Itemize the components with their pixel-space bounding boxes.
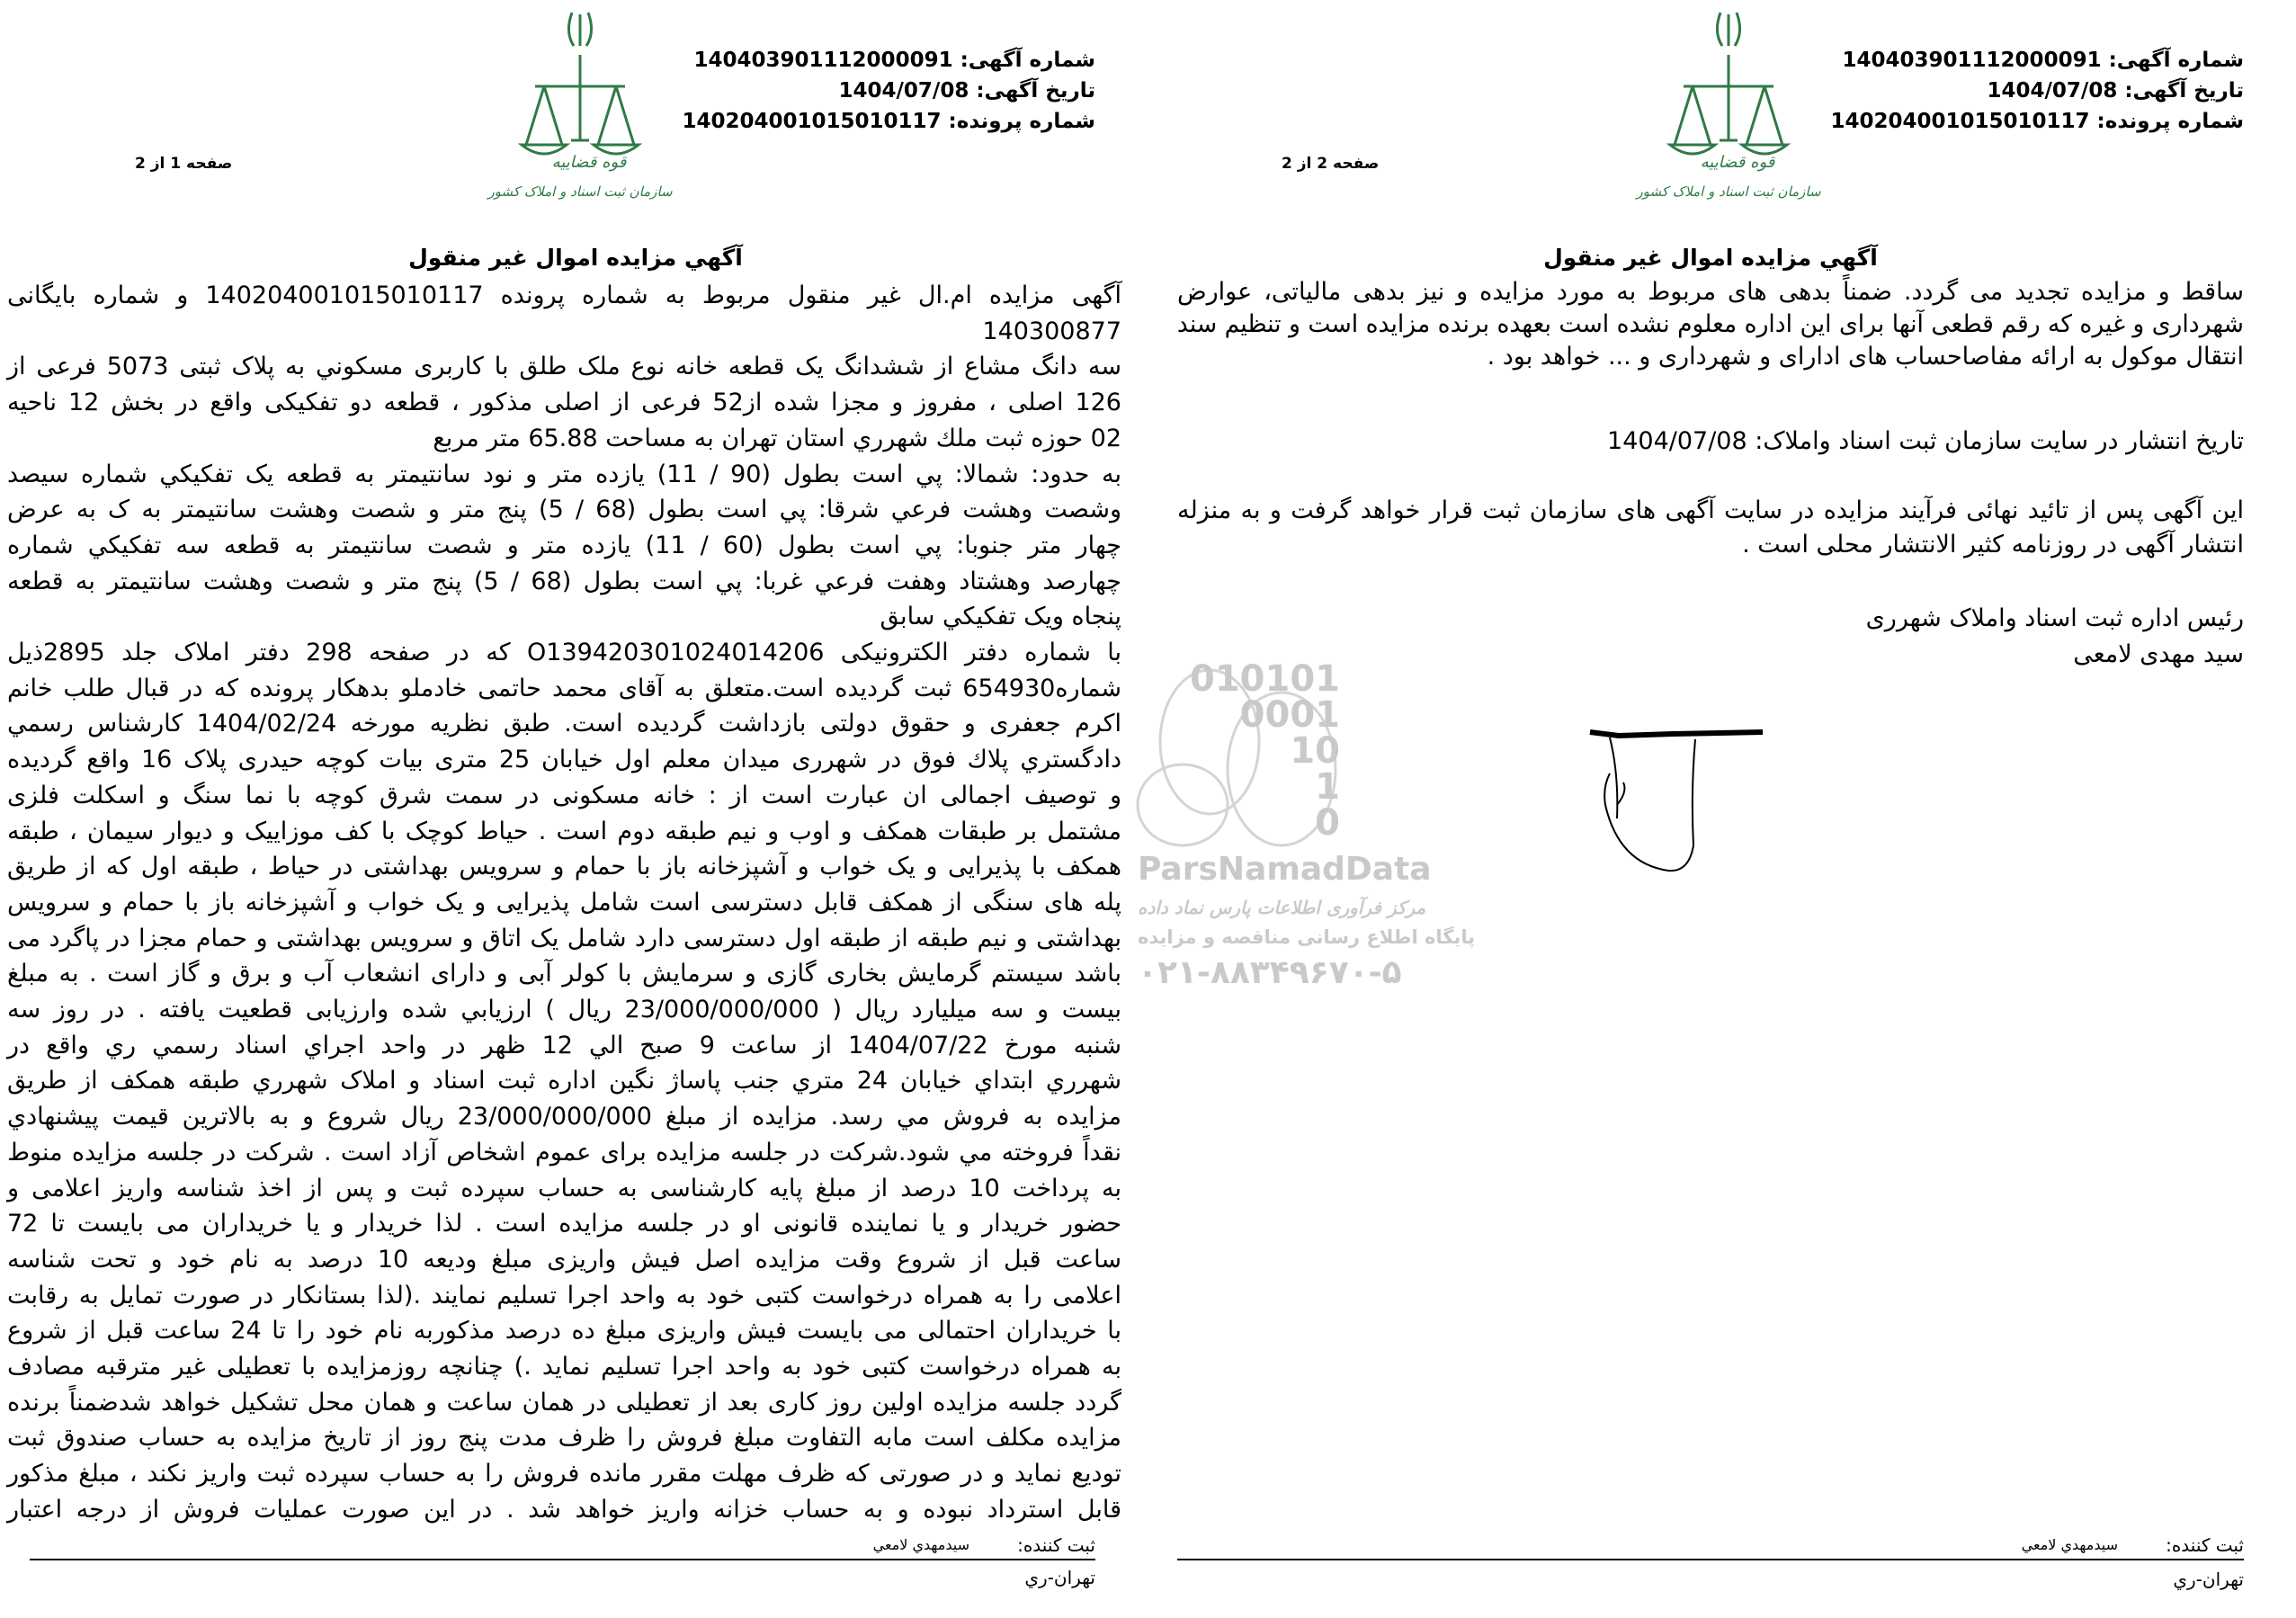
page-title: آگهي مزايده اموال غير منقول <box>1543 245 1878 271</box>
page2-header-info <box>1830 45 2244 137</box>
ad-date: تاریخ آگهی: 1404/07/08 <box>1987 79 2244 103</box>
text-line <box>7 671 1121 707</box>
text-line-content: تاریخ انتشار در سایت سازمان ثبت اسناد واملاک: 1404/07/08 <box>1607 427 2244 455</box>
text-line <box>7 956 1121 992</box>
text-line-content: اعلامی را به همراه درخواست کتبی خود به واحد اجرا تسلیم نمایند .(لذا بستانکار در صورت تمایل به رقابت <box>7 1281 1121 1310</box>
text-line <box>1177 601 2244 637</box>
text-line <box>1177 307 2244 343</box>
text-line-content: نقداً فروخته مي شود.شرکت در جلسه مزایده برای عموم اشخاص آزاد است . شرکت در جلسه مزایده منوط <box>7 1138 1121 1167</box>
text-line <box>7 564 1121 600</box>
text-line-content: ساعت قبل از شروع وقت مزایده اصل فیش واریزی مبلغ ودیعه 10 درصد به نام خود و تحت شناسه <box>7 1245 1121 1274</box>
text-line <box>7 1099 1121 1135</box>
footer-divider <box>30 1559 1095 1560</box>
text-line <box>7 1063 1121 1099</box>
text-line <box>7 1349 1121 1385</box>
text-line-content: حضور خریدار و یا نماینده قانونی او در جلسه مزایده است . لذا خریدار و یا خریداران می بایست تا 72 <box>7 1210 1121 1238</box>
text-line <box>7 278 1121 314</box>
text-line-content: مشتمل بر طبقات همکف و اوب و نیم طبقه دوم است . حیاط کوچک با کف موزاییک و دیوار سیمان ، طبقه <box>7 817 1121 845</box>
text-line <box>7 1420 1121 1456</box>
text-line-content: انتقال موکول به ارائه مفاصاحساب های ادارای و شهرداری و ... خواهد بود . <box>1487 343 2244 371</box>
text-line <box>7 849 1121 885</box>
text-line <box>7 778 1121 814</box>
text-line-content: و توصیف اجمالی ان عبارت است از : خانه مسکونی در سمت شرق کوچه با نما سنگ و اسکلت فلزی <box>7 781 1121 809</box>
logo-text: سازمان ثبت اسناد و املاک کشور <box>487 183 673 200</box>
registrar-label: ثبت کننده: <box>1017 1534 1095 1556</box>
watermark-brand: ParsNamadData <box>1138 851 1432 888</box>
text-line <box>7 1492 1121 1528</box>
text-line <box>7 349 1121 385</box>
text-line-content: به همراه درخواست کتبی خود به واحد اجرا تسلیم نماید .) چنانچه روزمزایده با تعطیلی غیر مترقبه مصادف <box>7 1353 1121 1381</box>
page-title: آگهي مزايده اموال غير منقول <box>408 245 743 271</box>
text-line-content: شهرري ابتداي خیابان 24 متري جنب پاساژ نگین اداره ثبت اسناد و املاک شهرري طبقه همکف از طریق <box>7 1067 1121 1095</box>
text-line <box>7 1313 1121 1349</box>
text-line <box>7 492 1121 528</box>
text-line <box>7 1206 1121 1242</box>
text-line <box>7 421 1121 457</box>
text-line <box>7 385 1121 421</box>
watermark-phone: ۰۲۱-۸۸۳۴۹۶۷۰-۵ <box>1138 954 1402 991</box>
signature <box>1583 720 1781 881</box>
text-line-content: قابل استرداد نبوده و به حساب خزانه واریز خواهد شد . در این صورت عملیات فروش از درجه اعتبار <box>7 1495 1121 1524</box>
text-line-content: 140300877 <box>982 317 1121 345</box>
text-line <box>7 921 1121 957</box>
text-line-content: تودیع نماید و در صورتی که ظرف مهلت مقرر مانده فروش را به حساب سپرده ثبت واریز نکند ، مبلغ مذکور <box>7 1460 1121 1488</box>
text-line <box>7 1242 1121 1278</box>
text-line-content: با خریداران احتمالی می بایست فیش واریزی مبلغ ده درصد مذکوربه نام خود را تا 24 ساعت قبل از شروع <box>7 1317 1121 1345</box>
text-line-content: دادگستري پلاك فوق در شهرری میدان معلم اول خیابان 25 متری بیات کوچه حیدری پلاک 16 واقع گردیده <box>7 746 1121 774</box>
text-line-content: بیست و سه میلیارد ریال ( 23/000/000/000 ریال ) ارزیابي شده وارزیابی قطعیت یافته . در روز سه <box>7 996 1121 1024</box>
text-line <box>7 706 1121 742</box>
location: تهران-ري <box>1024 1567 1095 1588</box>
text-line-content: پنجاه ویک تفكيكي سابق <box>880 603 1121 631</box>
text-line <box>7 599 1121 635</box>
text-line-content: به حدود: شمالا: پي است بطول (90 / 11) یازده متر و نود سانتیمتر به قطعه یک تفكيكي شماره سیصد <box>7 460 1121 488</box>
text-line-content: شنبه مورخ 1404/07/22 از ساعت 9 صبح الي 12 ظهر در واحد اجراي اسناد رسمي ري واقع در <box>7 1031 1121 1059</box>
text-line <box>7 1135 1121 1171</box>
page-number: صفحه 2 از 2 <box>1282 155 1380 173</box>
text-line-content: پله های سنگی از همکف قابل دسترسی است شامل پذیرایی و یک خواب و آشپزخانه باز با حمام و سرویس <box>7 888 1121 916</box>
text-line <box>7 885 1121 921</box>
text-line-content: شهرداری و غیره که رقم قطعی آنها برای این اداره معلوم نشده است بعهده برنده مزایده است و تنظیم سند <box>1177 310 2244 338</box>
text-line-content: سه دانگ مشاع از ششدانگ یک قطعه خانه نوع ملک طلق با کاربری مسکوني به پلاک ثبتی 5073 فرعی از <box>7 353 1121 381</box>
text-line-content: چهار متر جنوبا: پي است بطول (60 / 11) یازده متر و شصت سانتیمتر به قطعه سه تفكيكي شماره <box>7 531 1121 559</box>
file-number: شماره پرونده: 140204001015010117 <box>1830 110 2244 133</box>
text-line-content: رئیس اداره ثبت اسناد واملاک شهرری <box>1865 604 2244 632</box>
text-line <box>7 457 1121 493</box>
text-line-content: اکرم جعفری و حقوق دولتی بازداشت گردیده است. طبق نظریه مورخه 1404/02/24 کارشناس رسمي <box>7 710 1121 738</box>
text-line-content: چهارصد وهشتاد وهفت فرعي غربا: پي است بطول (68 / 5) پنج متر و شصت وهشت سانتیمتر به قطعه <box>7 567 1121 595</box>
logo-text: قوه قضاییه <box>1700 153 1775 172</box>
text-line <box>7 1028 1121 1064</box>
text-line-content: 126 اصلی ، مفروز و مجزا شده از52 فرعی از اصلی مذکور ، قطعه دو تفکیکی واقع در بخش 12 ناحیه <box>7 389 1121 417</box>
text-line <box>7 314 1121 350</box>
text-line <box>7 1171 1121 1207</box>
ad-date: تاریخ آگهی: 1404/07/08 <box>838 79 1095 103</box>
registrar-name: سیدمهدي لامعي <box>2021 1536 2118 1553</box>
text-line <box>7 992 1121 1028</box>
text-line-content: گردد جلسه مزایده اولین روز کاری بعد از تعطیلی در همان ساعت و همان محل تشکیل خواهد شدضمناً برنده <box>7 1388 1121 1417</box>
text-line-content: انتشار آگهی در روزنامه کثیر الانتشار محلی است . <box>1742 531 2244 559</box>
scales-of-justice-icon <box>1634 5 1823 203</box>
file-number: شماره پرونده: 140204001015010117 <box>682 110 1095 133</box>
text-line-content: با شماره دفتر الکترونیکی O139420301024014206 که در صفحه 298 دفتر املاک جلد 2895ذیل <box>7 639 1121 666</box>
text-line <box>1177 493 2244 529</box>
text-line <box>7 814 1121 850</box>
text-line-content: این آگهی پس از تائید نهائی فرآیند مزایده در سایت آگهی های سازمان ثبت قرار خواهد گرفت و به منزله <box>1177 496 2244 524</box>
ad-number: شماره آگهی: 140403901112000091 <box>1842 49 2244 72</box>
text-line <box>7 1456 1121 1492</box>
logo-text: قوه قضاییه <box>551 153 627 172</box>
footer-divider <box>1177 1559 2244 1560</box>
registrar-label: ثبت کننده: <box>2166 1534 2244 1556</box>
registrar-name: سیدمهدي لامعي <box>872 1536 969 1553</box>
text-line-content: مزایده به فروش مي رسد. مزایده از مبلغ 23/000/000/000 ریال شروع و به بالاترین قیمت پیشنهادي <box>7 1103 1121 1131</box>
page1-header-info <box>682 45 1095 137</box>
scales-of-justice-icon <box>486 5 675 203</box>
text-line <box>7 1278 1121 1314</box>
text-line <box>1177 527 2244 563</box>
text-line <box>7 1385 1121 1421</box>
text-line <box>1177 424 2244 460</box>
text-line <box>7 742 1121 778</box>
watermark-line2: پایگاه اطلاع رسانی مناقصه و مزایده <box>1138 926 1476 948</box>
ad-number: شماره آگهی: 140403901112000091 <box>693 49 1095 72</box>
text-line <box>1177 274 2244 310</box>
text-line-content: سید مهدی لامعی <box>2073 640 2244 668</box>
text-line <box>1177 339 2244 375</box>
judiciary-logo <box>486 5 675 203</box>
watermark-line1: مرکز فرآوری اطلاعات پارس نماد داده <box>1138 897 1426 918</box>
text-line <box>7 528 1121 564</box>
text-line-content: شماره654930 ثبت گردیده است.متعلق به آقای محمد حاتمی خادملو بدهکار پرونده که در قبال طلب خانم <box>7 674 1121 702</box>
text-line-content: 02 حوزه ثبت ملك شهرري استان تهران به مساحت 65.88 متر مربع <box>433 424 1121 452</box>
text-line-content: آگهی مزایده ام.ال غیر منقول مربوط به شماره پرونده 140204001015010117 و شماره بایگانی <box>7 282 1121 309</box>
logo-text: سازمان ثبت اسناد و املاک کشور <box>1636 183 1821 200</box>
text-line <box>7 635 1121 671</box>
judiciary-logo <box>1634 5 1823 203</box>
text-line-content: بهداشتی و نیم طبقه از طبقه اول دسترسی دارد شامل یک اتاق و سرویس بهداشتی و حمام مجزا در پاگرد می <box>7 924 1121 952</box>
text-line-content: باشد سیستم گرمایش بخاری گازی و سرمایش با کولر آبی و دارای انشعاب آب و برق و گاز است . به مبلغ <box>7 960 1121 988</box>
text-line <box>1177 637 2244 673</box>
text-line-content: وشصت وهشت فرعي شرقا: پي است بطول (68 / 5) پنج متر و شصت وهشت سانتیمتر به ک به عرض <box>7 496 1121 524</box>
text-line-content: به پرداخت 10 درصد از مبلغ پایه کارشناسی به حساب سپرده ثبت و پس از اخذ شناسه واریز اعلامی و <box>7 1174 1121 1202</box>
watermark-digits: 010101 0001 10 1 0 <box>1190 658 1340 844</box>
page-number: صفحه 1 از 2 <box>135 155 233 173</box>
location: تهران-ري <box>2173 1569 2244 1590</box>
text-line-content: مزایده مکلف است مابه التفاوت مبلغ فروش را ظرف مدت پنج روز از تاریخ مزایده به حساب صندوق ثبت <box>7 1424 1121 1453</box>
text-line-content: همکف با پذیرایی و یک خواب و آشپزخانه باز با حمام و سرویس بهداشتی در حیاط ، طبقه اول که از طریق <box>7 853 1121 881</box>
text-line-content: ساقط و مزایده تجدید می گردد. ضمناً بدهی های مربوط به مورد مزایده و نیز بدهی مالیاتی، عوارض <box>1177 278 2244 306</box>
